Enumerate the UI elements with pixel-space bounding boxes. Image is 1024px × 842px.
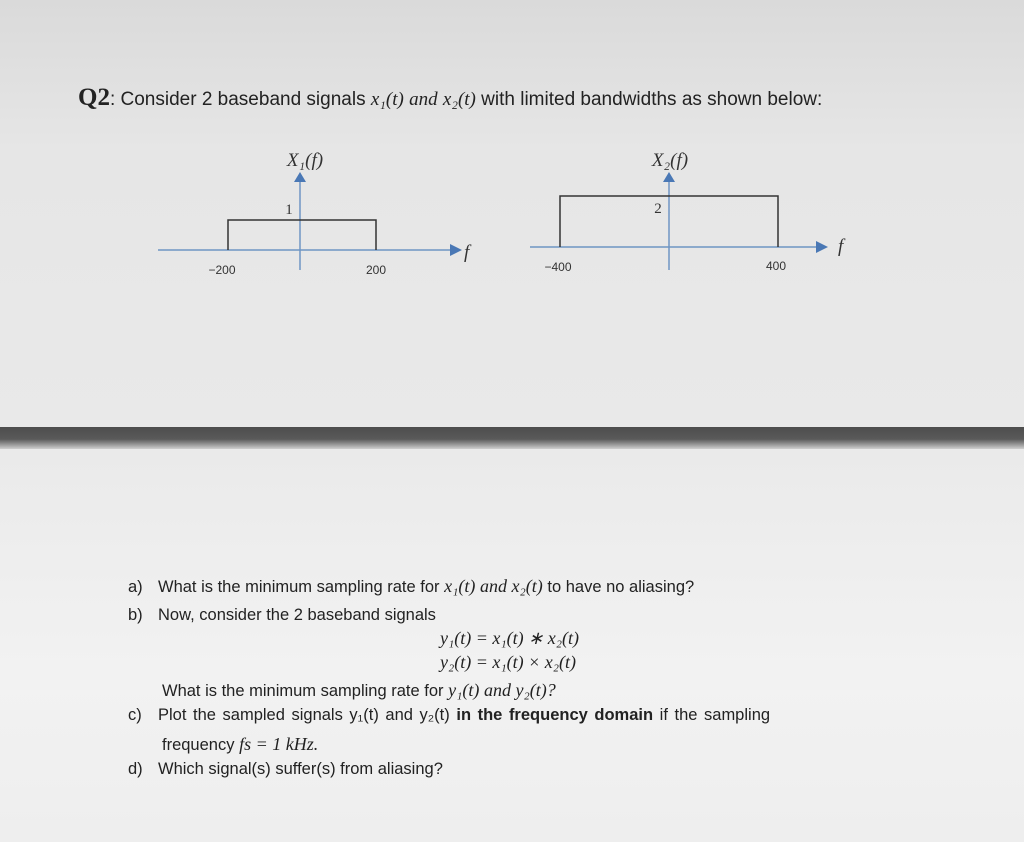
equation-y1: y₁(t) = x₁(t) ∗ x₂(t) [440,628,579,648]
part-b-y1: y₁(t) [448,680,480,700]
tick-label-right-x2: 400 [765,259,787,273]
intro-x2: x₂(t) [442,89,476,110]
part-c-fs: fs = 1 kHz. [239,734,319,754]
part-c-pre: Plot the sampled signals y₁(t) and y₂(t) [158,706,450,724]
axis-label-x1: f [464,242,470,263]
amplitude-arrow-x2 [663,172,675,182]
part-a [128,576,694,597]
tick-label-left-x2: −400 [544,260,572,274]
part-a-and: and [479,576,507,596]
part-b-q-pre: What is the minimum sampling rate for [162,682,444,700]
intro-x1: x₁(t) [370,89,404,110]
equation-y2: y₂(t) = x₁(t) × x₂(t) [440,652,577,672]
plot-title-x1: X₁(f) [286,150,324,171]
plot-title-x2: X₂(f) [651,150,689,171]
part-c [128,706,770,725]
tick-label-right-x1: 200 [365,263,387,277]
tick-label-left-x1: −200 [208,263,236,277]
frequency-arrow-x2 [816,241,828,253]
part-a-x1: x₁(t) [444,576,476,596]
part-a-pre: What is the minimum sampling rate for [158,578,440,596]
page-divider [0,427,1024,449]
part-b-text: Now, consider the 2 baseband signals [158,606,436,624]
amplitude-arrow-x1 [294,172,306,182]
axis-label-x2: f [838,236,844,257]
part-c-post: if the sampling [659,706,771,724]
part-c-line2 [162,734,318,755]
spectrum-rect-x1 [228,220,376,250]
intro-text: Consider 2 baseband signals [120,89,366,110]
part-d-text: Which signal(s) suffer(s) from aliasing? [158,760,443,778]
part-d-label: d) [128,760,143,778]
spectrum-plot-x2 [520,140,860,290]
part-a-label: a) [128,578,143,596]
part-a-post: to have no aliasing? [547,578,695,596]
intro-and: and [409,89,438,110]
part-c-line2-pre: frequency [162,736,235,754]
height-label-x2: 2 [654,201,662,217]
part-b-and: and [483,680,511,700]
part-b-y2: y₂(t)? [515,680,556,700]
intro-tail: with limited bandwidths as shown below: [481,89,823,110]
part-b-label: b) [128,606,143,624]
part-c-label: c) [128,706,142,724]
part-c-bold: in the frequency domain [456,706,654,724]
part-a-x2: x₂(t) [511,576,543,596]
question-heading [78,84,822,112]
height-label-x1: 1 [285,202,293,218]
part-b [128,606,436,625]
spectrum-plot-x1 [150,140,480,290]
frequency-arrow-x1 [450,244,462,256]
question-number: Q2 [78,84,110,111]
part-b-question [162,680,556,701]
question-colon: : [109,89,116,110]
part-d [128,760,443,779]
